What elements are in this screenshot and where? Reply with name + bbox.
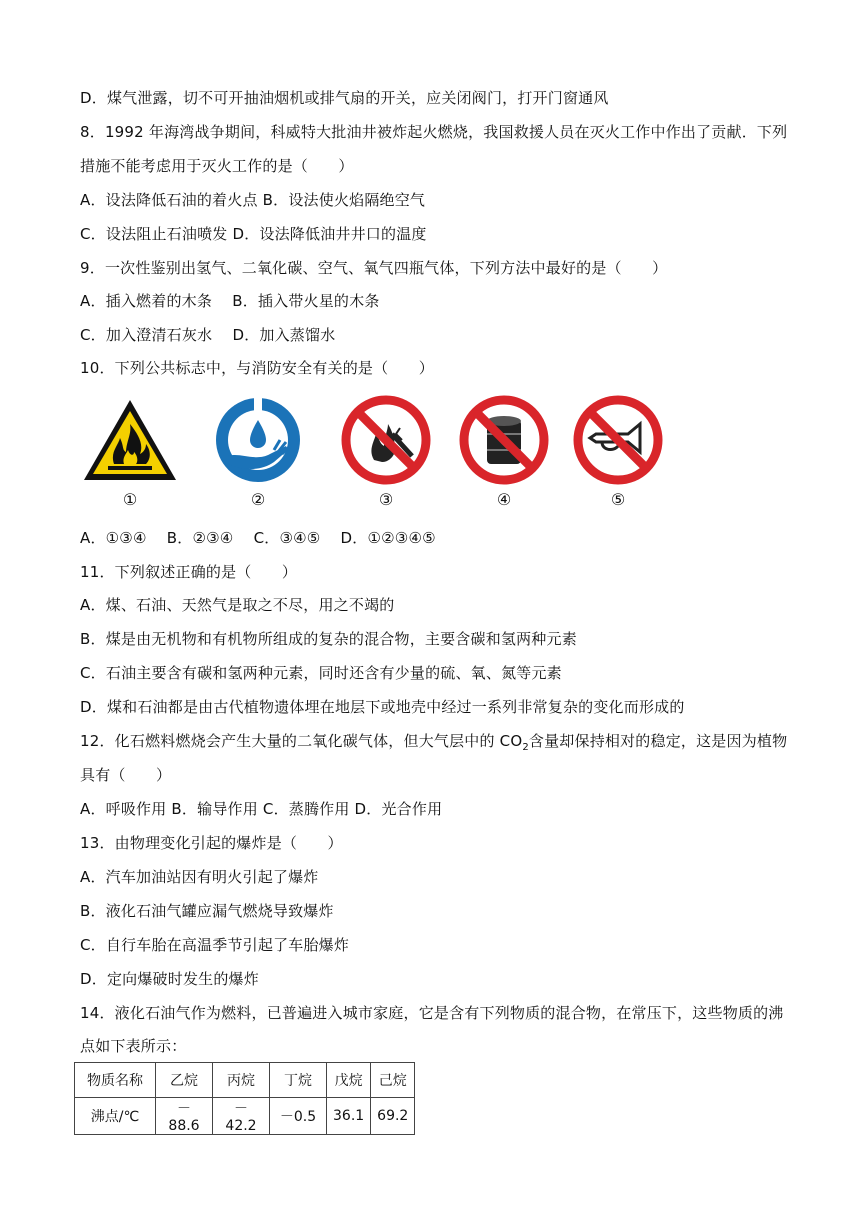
table-cell: 己烷 [371,1063,415,1098]
sign-label-2: ② [250,490,266,509]
question-11-option-a: A．煤、石油、天然气是取之不尽，用之不竭的 [80,596,395,614]
table-cell: 沸点/℃ [75,1098,156,1135]
option-7d: D．煤气泄露，切不可开抽油烟机或排气扇的开关，应关闭阀门，打开门窗通风 [80,89,609,107]
sign-5 [568,394,668,514]
question-12-part-a: 12．化石燃料燃烧会产生大量的二氧化碳气体，但大气层中的 CO [80,732,523,750]
no-horn-icon [568,394,668,489]
question-11-option-b: B．煤是由无机物和有机物所组成的复杂的混合物，主要含碳和氢两种元素 [80,630,577,648]
sign-2 [208,394,308,514]
sign-3 [336,394,436,514]
table-row [75,1098,415,1135]
question-14-cont: 点如下表所示： [80,1037,187,1055]
question-11-option-d: D．煤和石油都是由古代植物遗体埋在地层下或地壳中经过一系列非常复杂的变化而形成的 [80,698,685,716]
question-13: 13．由物理变化引起的爆炸是（ ） [80,834,343,852]
question-12-part-b: 含量却保持相对的稳定，这是因为植物 [528,732,788,750]
question-13-option-c: C．自行车胎在高温季节引起了车胎爆炸 [80,936,350,954]
question-9-options-ab: A．插入燃着的木条 B．插入带火星的木条 [80,292,380,310]
question-12 [80,731,787,758]
question-8: 8．1992 年海湾战争期间，科威特大批油井被炸起火燃烧，我国救援人员在灭火工作中作出了贡献．下列 [80,123,788,141]
question-12-cont: 具有（ ） [80,766,172,784]
sign-4 [454,394,554,514]
question-13-option-d: D．定向爆破时发生的爆炸 [80,970,259,988]
table-cell: －0.5 [270,1098,327,1135]
question-11-option-c: C．石油主要含有碳和氢两种元素，同时还含有少量的硫、氧、氮等元素 [80,664,562,682]
question-12-options: A．呼吸作用 B．输导作用 C．蒸腾作用 D．光合作用 [80,800,443,818]
water-saving-icon [208,394,308,489]
sign-label-5: ⑤ [610,490,626,509]
question-8-cont: 措施不能考虑用于灭火工作的是（ ） [80,157,354,175]
sign-label-3: ③ [378,490,394,509]
table-cell: 69.2 [371,1098,415,1135]
table-cell: －88.6 [156,1098,213,1135]
table-cell: 物质名称 [75,1063,156,1098]
table-cell: 丙烷 [213,1063,270,1098]
table-cell: －42.2 [213,1098,270,1135]
question-9: 9．一次性鉴别出氢气、二氧化碳、空气、氧气四瓶气体，下列方法中最好的是（ ） [80,259,668,277]
table-cell: 36.1 [327,1098,371,1135]
no-fire-icon [336,394,436,489]
question-13-option-b: B．液化石油气罐应漏气燃烧导致爆炸 [80,902,334,920]
table-cell: 戊烷 [327,1063,371,1098]
table-cell: 丁烷 [270,1063,327,1098]
question-10-options: A．①③④ B．②③④ C．③④⑤ D．①②③④⑤ [80,529,436,547]
sign-label-1: ① [122,490,138,509]
question-10: 10．下列公共标志中，与消防安全有关的是（ ） [80,359,434,377]
table-cell: 乙烷 [156,1063,213,1098]
question-11: 11．下列叙述正确的是（ ） [80,563,298,581]
co2-subscript: 2 [522,742,529,753]
table-row [75,1063,415,1098]
sign-1 [80,394,180,514]
no-oil-drum-icon [454,394,554,489]
question-13-option-a: A．汽车加油站因有明火引起了爆炸 [80,868,319,886]
question-8-options-cd: C．设法阻止石油喷发 D．设法降低油井井口的温度 [80,225,427,243]
flammable-warning-icon [80,394,180,489]
boiling-point-table [74,1062,415,1135]
sign-label-4: ④ [496,490,512,509]
question-9-options-cd: C．加入澄清石灰水 D．加入蒸馏水 [80,326,336,344]
question-8-options-ab: A．设法降低石油的着火点 B．设法使火焰隔绝空气 [80,191,426,209]
question-14: 14．液化石油气作为燃料，已普遍进入城市家庭，它是含有下列物质的混合物，在常压下，这些物质的沸 [80,1004,784,1022]
public-signs-figure [80,394,662,514]
